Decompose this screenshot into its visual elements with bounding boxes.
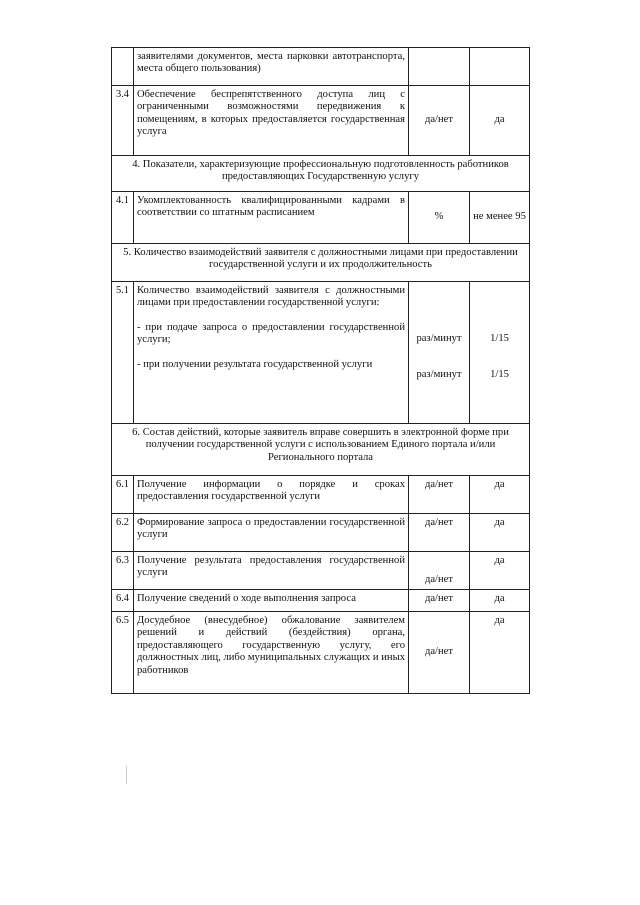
row-value: да <box>470 514 530 552</box>
row-description-item-a: - при подаче запроса о предоставлении государственной услуги; <box>137 321 405 346</box>
row-number <box>112 48 134 86</box>
row-description: Получение сведений о ходе выполнения запроса <box>134 590 409 612</box>
table-row <box>112 590 530 612</box>
row-unit <box>409 48 470 86</box>
section-header-row <box>112 156 530 192</box>
row-description: Получение информации о порядке и сроках предоставления государственной услуги <box>134 476 409 514</box>
row-value: да <box>470 86 530 156</box>
row-value: не менее 95 <box>470 192 530 244</box>
row-number: 3.4 <box>112 86 134 156</box>
row-unit: да/нет <box>409 86 470 156</box>
row-value: да <box>470 612 530 694</box>
section-title-4: 4. Показатели, характеризующие профессиональную подготовленность работников предоставляющих Государственную услугу <box>112 156 530 192</box>
table-row <box>112 514 530 552</box>
row-value: да <box>470 552 530 590</box>
row-description: Досудебное (внесудебное) обжалование заявителем решений и действий (бездействия) органа, предоставляющего государственную услугу, его должностных лиц, либо муниципальных служащих и иных работников <box>134 612 409 694</box>
table-row <box>112 282 530 424</box>
row-description: заявителями документов, места парковки автотранспорта, места общего пользования) <box>134 48 409 86</box>
table-row <box>112 48 530 86</box>
table-row <box>112 612 530 694</box>
table-row <box>112 552 530 590</box>
row-value <box>470 282 530 424</box>
row-description-item-b: - при получении результата государственной услуги <box>137 358 373 370</box>
row-unit-a: раз/минут <box>416 333 462 344</box>
table-row <box>112 86 530 156</box>
row-unit <box>409 282 470 424</box>
row-unit: % <box>409 192 470 244</box>
row-number: 6.1 <box>112 476 134 514</box>
row-description: Обеспечение беспрепятственного доступа лиц с ограниченными возможностями передвижения к помещениям, в которых предоставляется государственная услуга <box>134 86 409 156</box>
row-unit: да/нет <box>409 514 470 552</box>
row-description <box>134 282 409 424</box>
row-description-intro: Количество взаимодействий заявителя с должностными лицами при предоставлении государственной услуги: <box>137 285 405 309</box>
row-value-b: 1/15 <box>490 369 509 381</box>
table-row <box>112 192 530 244</box>
row-unit: да/нет <box>409 612 470 694</box>
table-row <box>112 476 530 514</box>
row-number: 6.3 <box>112 552 134 590</box>
row-description: Формирование запроса о предоставлении государственной услуги <box>134 514 409 552</box>
row-number: 6.5 <box>112 612 134 694</box>
row-number: 4.1 <box>112 192 134 244</box>
section-title-5: 5. Количество взаимодействий заявителя с должностными лицами при предоставлении государственной услуги и их продолжительность <box>112 244 530 282</box>
row-unit-b: раз/минут <box>416 369 462 381</box>
section-header-row <box>112 244 530 282</box>
row-value-a: 1/15 <box>490 333 509 344</box>
row-description: Укомплектованность квалифицированными кадрами в соответствии со штатным расписанием <box>134 192 409 244</box>
row-number: 6.2 <box>112 514 134 552</box>
row-unit: да/нет <box>409 476 470 514</box>
indicators-table <box>111 47 530 694</box>
row-value: да <box>470 590 530 612</box>
section-title-6: 6. Состав действий, которые заявитель вправе совершить в электронной форме при получении государственной услуги с использованием Единого портала и/или Регионального портала <box>112 424 530 476</box>
row-unit: да/нет <box>409 552 470 590</box>
row-description: Получение результата предоставления государственной услуги <box>134 552 409 590</box>
row-value <box>470 48 530 86</box>
row-unit: да/нет <box>409 590 470 612</box>
row-number: 5.1 <box>112 282 134 424</box>
row-value: да <box>470 476 530 514</box>
row-number: 6.4 <box>112 590 134 612</box>
section-header-row <box>112 424 530 476</box>
scan-artifact <box>126 766 127 784</box>
